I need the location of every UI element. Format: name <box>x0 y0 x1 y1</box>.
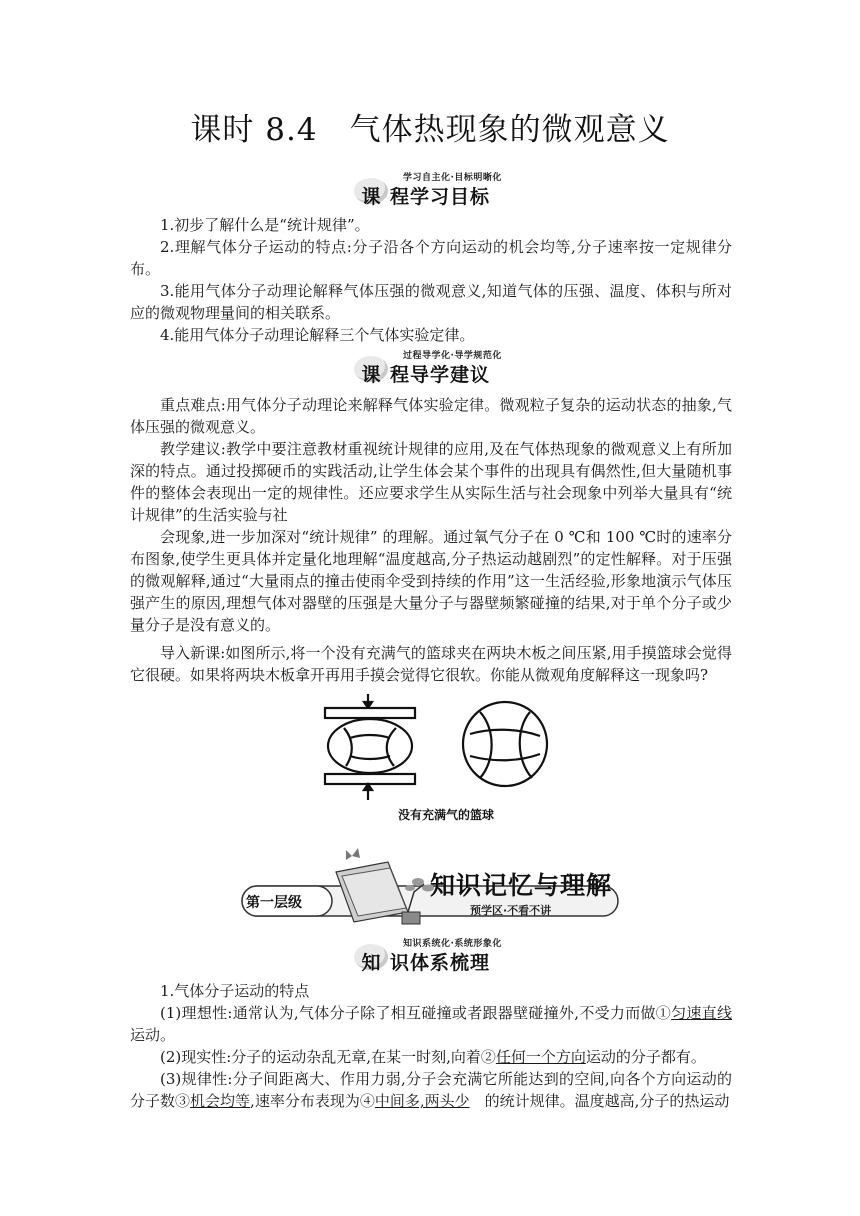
page-title: 课时 8.4 气体热现象的微观意义 <box>190 112 670 148</box>
banner-char: 知 <box>361 952 381 974</box>
answer-blank: 中间多,两头少 <box>374 1092 470 1110</box>
section-banner-knowledge <box>354 936 514 978</box>
guide-teaching-advice: 教学建议:教学中要注意教材重视统计规律的应用,及在气体热现象的微观意义上有所加深的特点。通过投掷硬币的实践活动,让学生体会某个事件的出现具有偶然性,但大量随机事件的整体会表现出一定的规律性。还应要求学生从实际生活与社会现象中列举大量具有“统计规律”的生活实验与社 <box>130 440 732 524</box>
section-banner-guide <box>354 348 514 390</box>
banner-heading: 程学习目标 <box>390 186 491 208</box>
level-subtitle: 预学区·不看不讲 <box>470 904 552 917</box>
goal-item: 1.初步了解什么是“统计规律”。 <box>160 216 370 234</box>
banner-char: 课 <box>361 364 381 386</box>
round-ball <box>463 702 547 786</box>
banner-subtitle: 学习自主化·目标明晰化 <box>403 173 502 183</box>
figure-caption: 没有充满气的篮球 <box>398 808 495 822</box>
banner-subtitle: 过程导学化·导学规范化 <box>403 351 502 361</box>
guide-key-points: 重点难点:用气体分子动理论来解释气体实验定律。微观粒子复杂的运动状态的抽象,气体压强的微观意义。 <box>130 396 732 436</box>
squashed-ball <box>328 719 412 773</box>
knowledge-item-rule: (3)规律性:分子间距离大、作用力弱,分子会充满它所能达到的空间,向各个方向运动的分子数③机会均等,速率分布表现为④中间多,两头少 的统计规律。温度越高,分子的热运动 <box>130 1070 732 1110</box>
goal-item: 2.理解气体分子运动的特点:分子沿各个方向运动的机会均等,分子速率按一定规律分布。 <box>130 238 732 278</box>
knowledge-item-real: (2)现实性:分子的运动杂乱无章,在某一时刻,向着②任何一个方向运动的分子都有。 <box>160 1048 706 1066</box>
answer-blank: 机会均等 <box>190 1092 251 1110</box>
level-title: 知识记忆与理解 <box>430 871 613 900</box>
guide-teaching-advice-cont: 会现象,进一步加深对“统计规律” 的理解。通过氧气分子在 0 ℃和 100 ℃时的速率分布图象,使学生更具体并定量化地理解“温度越高,分子热运动越剧烈”的定性解释。对于压强的微观解释,通过“大量雨点的撞击使雨伞受到持续的作用”这一生活经验,形象地演示气体压强产生的原因,理想气体对器壁的压强是大量分子与器壁频繁碰撞的结果,对于单个分子或少量分子是没有意义的。 <box>130 528 732 634</box>
answer-blank: 匀速直线 <box>671 1004 732 1022</box>
top-board <box>325 708 415 718</box>
knowledge-heading: 1.气体分子运动的特点 <box>160 982 310 1000</box>
pressed-ball-diagram <box>325 694 415 800</box>
banner-subtitle: 知识系统化·系统形象化 <box>403 939 502 949</box>
answer-blank: 任何一个方向 <box>495 1048 586 1066</box>
goal-item: 4.能用气体分子动理论解释三个气体实验定律。 <box>160 326 475 344</box>
banner-heading: 识体系梳理 <box>390 952 491 974</box>
section-banner-goals <box>354 170 514 212</box>
level-label: 第一层级 <box>246 895 302 911</box>
knowledge-item-ideal: (1)理想性:通常认为,气体分子除了相互碰撞或者跟器壁碰撞外,不受力而做①匀速直线运动。 <box>130 1004 732 1044</box>
goal-item: 3.能用气体分子动理论解释气体压强的微观意义,知道气体的压强、温度、体积与所对应的微观物理量间的相关联系。 <box>130 282 732 322</box>
guide-introduction: 导入新课:如图所示,将一个没有充满气的篮球夹在两块木板之间压紧,用手摸篮球会觉得它很硬。如果将两块木板拿开再用手摸会觉得它很软。你能从微观角度解释这一现象吗? <box>130 644 732 684</box>
bottom-board <box>325 774 415 784</box>
basketball-figure <box>320 694 550 824</box>
banner-heading: 程导学建议 <box>390 364 491 386</box>
banner-char: 课 <box>361 186 381 208</box>
free-ball-diagram <box>463 702 547 786</box>
